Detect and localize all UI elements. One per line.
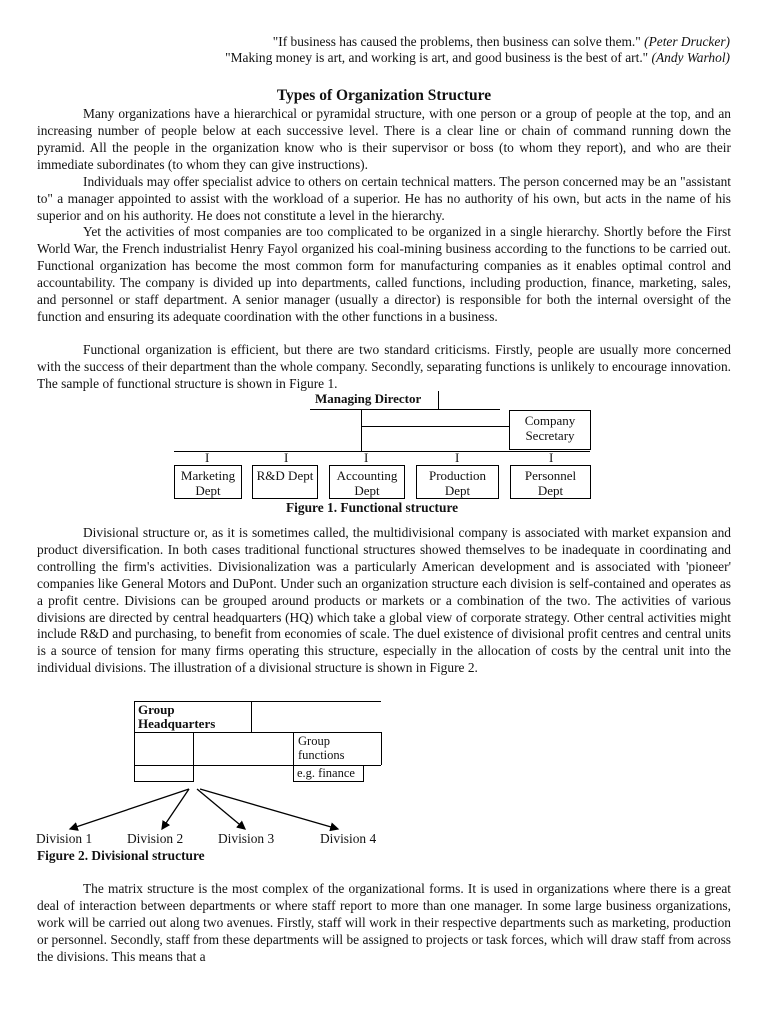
division-1-label: Division 1 bbox=[36, 831, 93, 846]
dept-box-personnel: Personnel Dept bbox=[510, 465, 591, 499]
figure-2-caption: Figure 2. Divisional structure bbox=[37, 848, 205, 863]
quote-text: "Making money is art, and working is art, and good business is the best of art." bbox=[225, 50, 649, 65]
arrow-to-division-1 bbox=[70, 789, 189, 829]
finance-example-label: e.g. finance bbox=[297, 766, 355, 780]
dept-box-production: Production Dept bbox=[416, 465, 499, 499]
division-4-label: Division 4 bbox=[320, 831, 377, 846]
branch-marker: I bbox=[364, 450, 369, 465]
dept-box-accounting: Accounting Dept bbox=[329, 465, 405, 499]
group-headquarters-label: Group Headquarters bbox=[138, 702, 216, 731]
quote-text: "If business has caused the problems, then business can solve them." bbox=[272, 34, 641, 49]
paragraph-criticisms: Functional organization is efficient, but there are two standard criticisms. Firstly, people are usually more concerned with the success of their department than the whole company. Secondly, separating functions is unlikely to encourage innovation. The sample of functional structure is shown in Figure 1. bbox=[37, 342, 731, 391]
paragraph-functional: Yet the activities of most companies are too complicated to be organized in a single hierarchy. Shortly before the First World War, the French industrialist Henry Fayol organized his coal-mining business according to the functions to be carried out. Functional organization has become the most common form for manufacturing companies as it enables optimal control and accountability. The company is divided up into departments, called functions, including production, finance, marketing, sales, and personnel or staff department. A senior manager (usually a director) is responsible for both the internal oversight of the function and ensuring its adequate coordination with the other functions in a business. bbox=[37, 224, 731, 324]
quote-author: (Andy Warhol) bbox=[651, 50, 730, 65]
group-functions-label: Group functions bbox=[298, 734, 345, 762]
division-3-label: Division 3 bbox=[218, 831, 275, 846]
branch-marker: I bbox=[205, 450, 210, 465]
paragraph-matrix: The matrix structure is the most complex of the organizational forms. It is used in organizations where there is a great deal of interaction between departments or where staff report to more than one manager. In some large business organizations, work will be carried out along two avenues. Firstly, staff will work in their respective departments such as marketing, production or personnel. Secondly, staff from these departments will be assigned to projects or task forces, which will draw staff from across the divisions. This means that a bbox=[37, 881, 731, 964]
paragraph-hierarchy: Many organizations have a hierarchical or pyramidal structure, with one person or a group of people at the top, and an increasing number of people below at each successive level. There is a clear line or chain of command running down the pyramid. All the people in the organization know who is their supervisor or boss (to whom they report), and who are their immediate subordinates (to whom they can give instructions). bbox=[37, 106, 731, 172]
paragraph-specialist: Individuals may offer specialist advice to others on certain technical matters. The person concerned may be an "assistant to" a manager appointed to assist with the workload of a superior. He has no authority of his own, but acts in the name of his superior and on his authority. He does not constitute a level in the hierarchy. bbox=[37, 174, 731, 223]
branch-marker: I bbox=[549, 450, 554, 465]
quote-author: (Peter Drucker) bbox=[644, 34, 730, 49]
paragraph-divisional: Divisional structure or, as it is sometimes called, the multidivisional company is associated with market expansion and product diversification. In both cases traditional functional structures showed themselves to be inadequate in coordinating and controlling the firm's activities. Divisionalization was a particularly American development and is associated with 'pioneer' companies like General Motors and DuPont. Under such an organization structure each division is self-contained and operates as a profit centre. Divisions can be grouped around products or markets or a combination of the two. The activities of various divisions are directed by central headquarters (HQ) which take a global view of corporate strategy. Other central activities might include R&D and purchasing, to benefit from economies of scale. The duel existence of divisional profit centres and central units is a source of tension for many firms operating this structure, especially in the allocation of costs by the central unit into the individual divisions. The illustration of a divisional structure is shown in Figure 2. bbox=[37, 525, 731, 676]
company-secretary-box: Company Secretary bbox=[509, 410, 591, 450]
dept-box-rnd: R&D Dept bbox=[252, 465, 318, 499]
division-2-label: Division 2 bbox=[127, 831, 184, 846]
branch-marker: I bbox=[455, 450, 460, 465]
dept-box-marketing: Marketing Dept bbox=[174, 465, 242, 499]
arrow-to-division-2 bbox=[162, 789, 189, 829]
branch-marker: I bbox=[284, 450, 289, 465]
managing-director-label: Managing Director bbox=[315, 391, 422, 406]
figure-1-caption: Figure 1. Functional structure bbox=[286, 500, 459, 515]
page-title: Types of Organization Structure bbox=[276, 87, 492, 104]
